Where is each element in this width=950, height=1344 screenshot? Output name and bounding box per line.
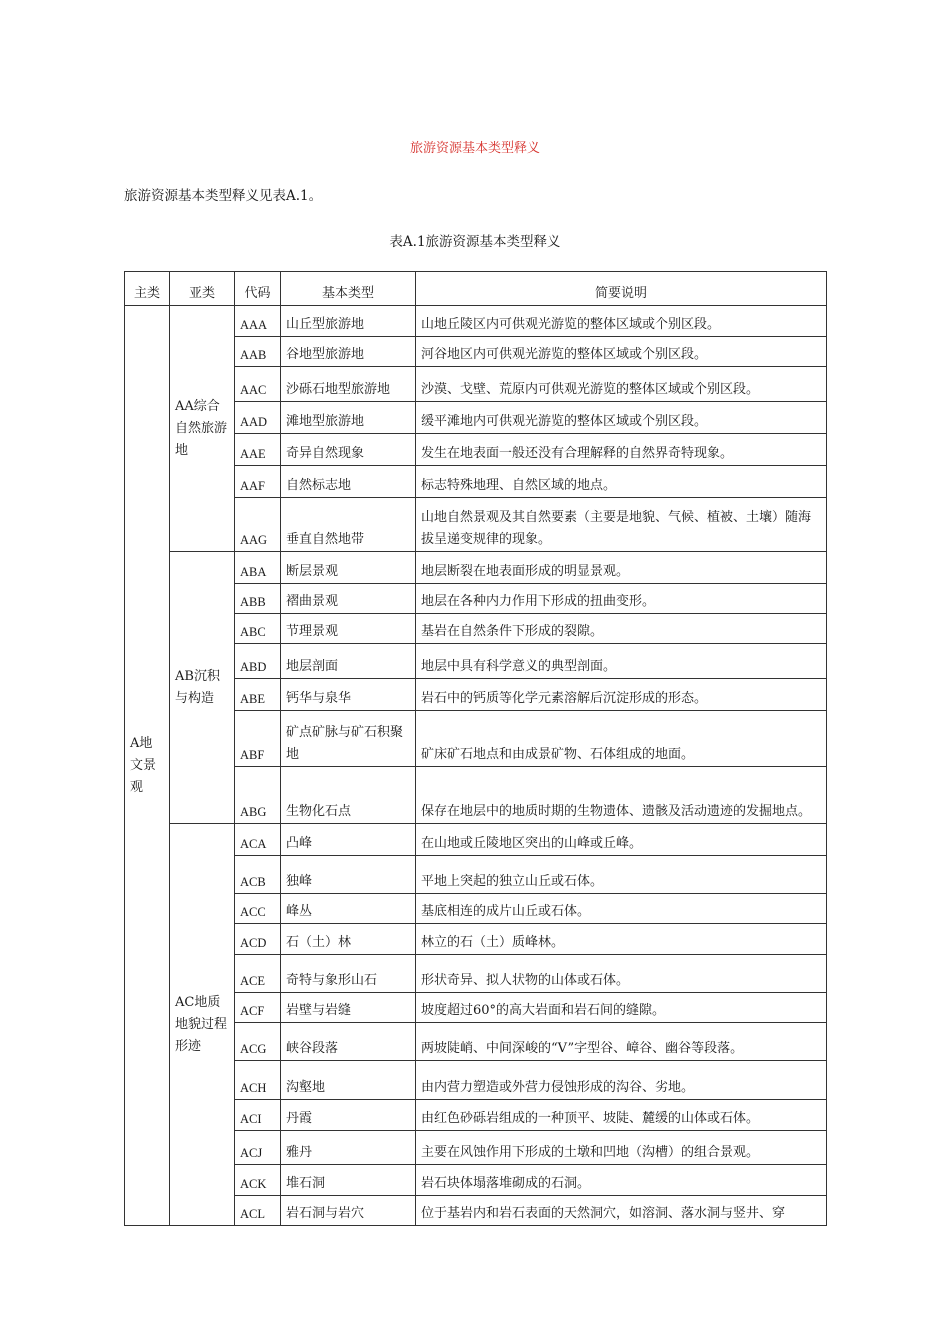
code-cell: AAB — [235, 337, 281, 367]
table-caption: 表A.1旅游资源基本类型释义 — [389, 234, 561, 250]
page-title: 旅游资源基本类型释义 — [409, 141, 540, 156]
type-cell: 自然标志地 — [281, 466, 416, 498]
code-cell: ACG — [235, 1023, 281, 1061]
description-cell: 山地丘陵区内可供观光游览的整体区域或个别区段。 — [416, 306, 827, 337]
intro-paragraph: 旅游资源基本类型释义见表A.1。 — [124, 188, 323, 204]
header-main-category: 主类 — [125, 272, 170, 306]
description-cell: 沙漠、戈壁、荒原内可供观光游览的整体区域或个别区段。 — [416, 367, 827, 402]
type-cell: 岩石洞与岩穴 — [281, 1196, 416, 1226]
type-cell: 凸峰 — [281, 824, 416, 856]
description-cell: 地层在各种内力作用下形成的扭曲变形。 — [416, 584, 827, 614]
header-description: 简要说明 — [416, 272, 827, 306]
code-cell: ACH — [235, 1061, 281, 1100]
description-cell: 形状奇异、拟人状物的山体或石体。 — [416, 955, 827, 993]
description-cell: 保存在地层中的地质时期的生物遗体、遗骸及活动遗迹的发掘地点。 — [416, 767, 827, 824]
code-cell: ACE — [235, 955, 281, 993]
code-cell: ACK — [235, 1165, 281, 1196]
description-cell: 由红色砂砾岩组成的一种顶平、坡陡、麓缓的山体或石体。 — [416, 1100, 827, 1131]
description-cell: 由内营力塑造或外营力侵蚀形成的沟谷、劣地。 — [416, 1061, 827, 1100]
header-basic-type: 基本类型 — [281, 272, 416, 306]
type-cell: 奇特与象形山石 — [281, 955, 416, 993]
type-cell: 奇异自然现象 — [281, 434, 416, 466]
code-cell: AAE — [235, 434, 281, 466]
description-cell: 坡度超过60°的高大岩面和岩石间的缝隙。 — [416, 993, 827, 1023]
description-cell: 缓平滩地内可供观光游览的整体区域或个别区段。 — [416, 402, 827, 434]
type-cell: 堆石洞 — [281, 1165, 416, 1196]
code-cell: ACJ — [235, 1131, 281, 1165]
description-cell: 地层断裂在地表面形成的明显景观。 — [416, 552, 827, 584]
description-cell: 基岩在自然条件下形成的裂隙。 — [416, 614, 827, 644]
type-cell: 峡谷段落 — [281, 1023, 416, 1061]
code-cell: ACI — [235, 1100, 281, 1131]
type-cell: 节理景观 — [281, 614, 416, 644]
code-cell: ACA — [235, 824, 281, 856]
table-row — [125, 552, 827, 584]
type-cell: 垂直自然地带 — [281, 498, 416, 552]
code-cell: ACC — [235, 894, 281, 924]
description-cell: 河谷地区内可供观光游览的整体区域或个别区段。 — [416, 337, 827, 367]
type-cell: 山丘型旅游地 — [281, 306, 416, 337]
description-cell: 基底相连的成片山丘或石体。 — [416, 894, 827, 924]
type-cell: 石（土）林 — [281, 924, 416, 955]
table-header-row — [125, 272, 827, 306]
resource-type-table — [124, 271, 827, 1226]
description-cell: 岩石块体塌落堆砌成的石洞。 — [416, 1165, 827, 1196]
code-cell: AAD — [235, 402, 281, 434]
type-cell: 岩壁与岩缝 — [281, 993, 416, 1023]
code-cell: AAG — [235, 498, 281, 552]
type-cell: 钙华与泉华 — [281, 679, 416, 711]
description-cell: 标志特殊地理、自然区域的地点。 — [416, 466, 827, 498]
header-code: 代码 — [235, 272, 281, 306]
table-body — [125, 306, 827, 1226]
code-cell: AAA — [235, 306, 281, 337]
code-cell: AAF — [235, 466, 281, 498]
sub-category-cell: AA综合自然旅游地 — [170, 306, 235, 552]
code-cell: ACB — [235, 856, 281, 894]
description-cell: 岩石中的钙质等化学元素溶解后沉淀形成的形态。 — [416, 679, 827, 711]
description-cell: 平地上突起的独立山丘或石体。 — [416, 856, 827, 894]
code-cell: ABD — [235, 644, 281, 679]
type-cell: 断层景观 — [281, 552, 416, 584]
type-cell: 丹霞 — [281, 1100, 416, 1131]
type-cell: 生物化石点 — [281, 767, 416, 824]
code-cell: ABF — [235, 711, 281, 767]
description-cell: 在山地或丘陵地区突出的山峰或丘峰。 — [416, 824, 827, 856]
sub-category-cell: AB沉积与构造 — [170, 552, 235, 824]
description-cell: 矿床矿石地点和由成景矿物、石体组成的地面。 — [416, 711, 827, 767]
description-cell: 地层中具有科学意义的典型剖面。 — [416, 644, 827, 679]
type-cell: 独峰 — [281, 856, 416, 894]
table-row — [125, 824, 827, 856]
code-cell: ACF — [235, 993, 281, 1023]
type-cell: 褶曲景观 — [281, 584, 416, 614]
description-cell: 主要在风蚀作用下形成的土墩和凹地（沟槽）的组合景观。 — [416, 1131, 827, 1165]
description-cell: 两坡陡峭、中间深峻的“V”字型谷、嶂谷、幽谷等段落。 — [416, 1023, 827, 1061]
type-cell: 雅丹 — [281, 1131, 416, 1165]
description-cell: 发生在地表面一般还没有合理解释的自然界奇特现象。 — [416, 434, 827, 466]
header-sub-category: 亚类 — [170, 272, 235, 306]
code-cell: ABA — [235, 552, 281, 584]
code-cell: ACL — [235, 1196, 281, 1226]
type-cell: 峰丛 — [281, 894, 416, 924]
table-row — [125, 306, 827, 337]
type-cell: 矿点矿脉与矿石积聚地 — [281, 711, 416, 767]
description-cell: 位于基岩内和岩石表面的天然洞穴，如溶洞、落水洞与竖井、穿 — [416, 1196, 827, 1226]
type-cell: 谷地型旅游地 — [281, 337, 416, 367]
sub-category-cell: AC地质地貌过程形迹 — [170, 824, 235, 1226]
type-cell: 沙砾石地型旅游地 — [281, 367, 416, 402]
code-cell: ABE — [235, 679, 281, 711]
code-cell: ABB — [235, 584, 281, 614]
code-cell: ABG — [235, 767, 281, 824]
description-cell: 山地自然景观及其自然要素（主要是地貌、气候、植被、土壤）随海拔呈递变规律的现象。 — [416, 498, 827, 552]
code-cell: ABC — [235, 614, 281, 644]
type-cell: 地层剖面 — [281, 644, 416, 679]
type-cell: 滩地型旅游地 — [281, 402, 416, 434]
main-category-cell: A地文景观 — [125, 306, 170, 1226]
type-cell: 沟壑地 — [281, 1061, 416, 1100]
code-cell: AAC — [235, 367, 281, 402]
description-cell: 林立的石（土）质峰林。 — [416, 924, 827, 955]
code-cell: ACD — [235, 924, 281, 955]
